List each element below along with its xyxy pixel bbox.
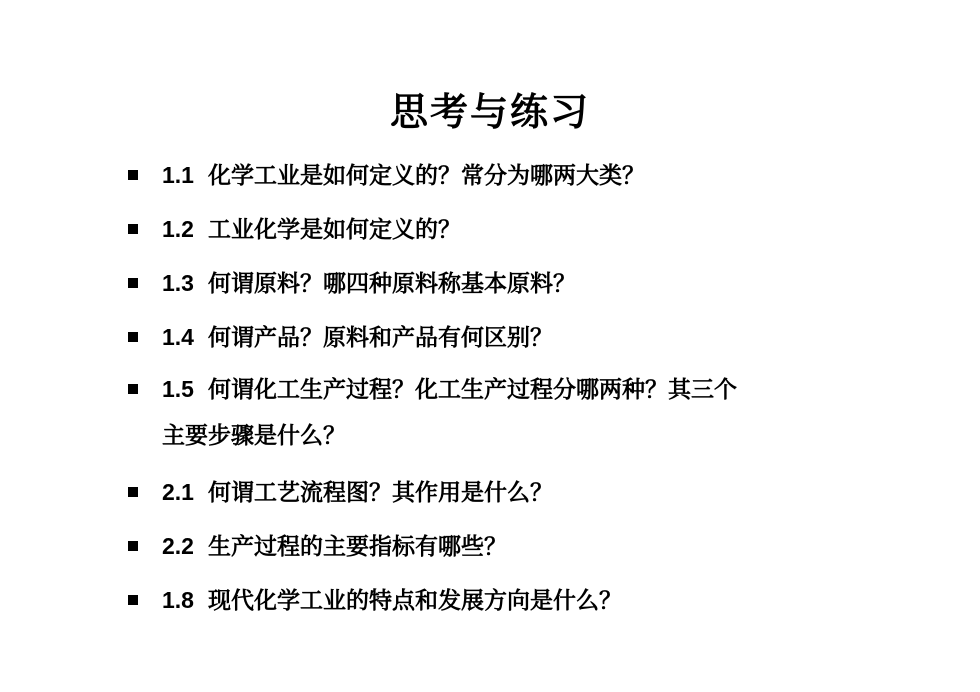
question-text: 工业化学是如何定义的？ (207, 217, 461, 243)
square-bullet-icon (128, 332, 138, 342)
question-text: 何谓产品？原料和产品有何区别？ (207, 325, 553, 351)
square-bullet-icon (128, 487, 138, 497)
list-item (128, 312, 888, 363)
square-bullet-icon (128, 224, 138, 234)
square-bullet-icon (128, 384, 138, 394)
question-text: 何谓原料？哪四种原料称基本原料？ (207, 271, 576, 297)
question-text-continuation: 主要步骤是什么？ (162, 423, 346, 449)
question-number: 2.1 (162, 479, 194, 505)
question-text: 化学工业是如何定义的？常分为哪两大类？ (207, 163, 645, 189)
page-title: 思考与练习 (389, 89, 590, 134)
question-number: 1.3 (162, 270, 194, 296)
question-number: 1.8 (162, 587, 194, 613)
question-number: 1.4 (162, 324, 194, 350)
question-text: 何谓工艺流程图？其作用是什么？ (207, 480, 553, 506)
list-item (128, 204, 888, 255)
question-number: 2.2 (162, 533, 194, 559)
square-bullet-icon (128, 278, 138, 288)
square-bullet-icon (128, 170, 138, 180)
list-item (128, 521, 888, 572)
question-number: 1.1 (162, 162, 194, 188)
list-item (128, 366, 888, 459)
list-item (128, 258, 888, 309)
question-text: 现代化学工业的特点和发展方向是什么？ (207, 588, 622, 614)
list-item (128, 575, 888, 626)
question-number: 1.2 (162, 216, 194, 242)
question-text: 何谓化工生产过程？化工生产过程分哪两种？其三个 (207, 377, 737, 403)
list-item (128, 150, 888, 201)
question-number: 1.5 (162, 376, 194, 402)
square-bullet-icon (128, 595, 138, 605)
question-text: 生产过程的主要指标有哪些？ (207, 534, 507, 560)
question-list (128, 150, 888, 629)
list-item (128, 467, 888, 518)
square-bullet-icon (128, 541, 138, 551)
